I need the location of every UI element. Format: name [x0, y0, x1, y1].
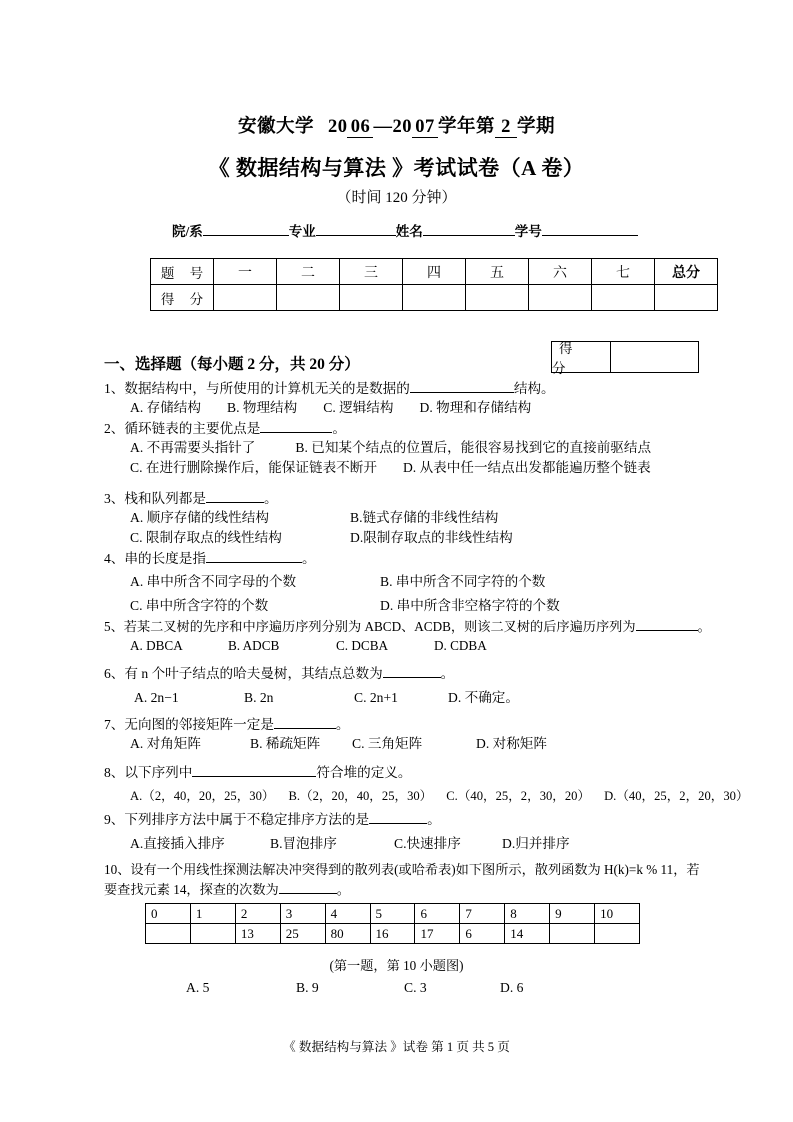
- question-2: [104, 419, 651, 477]
- name-input[interactable]: [423, 222, 515, 236]
- year-start-blank[interactable]: 06: [347, 118, 373, 138]
- exam-duration: （时间 120 分钟）: [336, 190, 457, 206]
- question-9-options: [104, 832, 570, 856]
- name-label: 姓名: [395, 224, 423, 239]
- score-col-5: 五: [466, 259, 529, 285]
- hash-value-1: [190, 924, 235, 944]
- question-3-option-c[interactable]: C. 限制存取点的线性结构: [130, 529, 282, 545]
- question-3-option-b[interactable]: B.链式存储的非线性结构: [350, 510, 499, 526]
- question-2-option-b[interactable]: B. 已知某个结点的位置后，能很容易找到它的直接前驱结点: [295, 440, 652, 456]
- question-8-option-b[interactable]: B.（2，20，40，25，30）: [288, 789, 433, 804]
- hash-index-5: 5: [370, 904, 415, 924]
- university-name: 安徽大学: [237, 117, 314, 137]
- question-7-option-a[interactable]: A. 对角矩阵: [130, 736, 201, 752]
- hash-index-8: 8: [505, 904, 550, 924]
- hash-value-9: [550, 924, 595, 944]
- question-6-options: [104, 686, 519, 710]
- question-5-options: [104, 637, 711, 656]
- hash-value-2: 13: [235, 924, 280, 944]
- question-9-option-a[interactable]: A.直接插入排序: [130, 836, 225, 852]
- question-10-option-a[interactable]: A. 5: [186, 980, 210, 995]
- question-1-option-b[interactable]: B. 物理结构: [227, 400, 298, 416]
- question-3-options-line-2: [104, 528, 513, 547]
- question-10-stem-text-2: 要查找元素 14，探查的次数为: [104, 881, 279, 897]
- question-9-number: 9、: [104, 812, 125, 827]
- question-7-option-c[interactable]: C. 三角矩阵: [352, 736, 423, 752]
- question-6-stem-post: 。: [440, 666, 455, 681]
- hash-value-5: 16: [370, 924, 415, 944]
- question-5-number: 5、: [104, 619, 124, 634]
- question-4-answer-blank[interactable]: [206, 550, 302, 563]
- hash-index-1: 1: [190, 904, 235, 924]
- score-col-4: 四: [403, 259, 466, 285]
- question-7-option-d[interactable]: D. 对称矩阵: [476, 736, 547, 752]
- question-10: [104, 860, 700, 899]
- question-1: [104, 379, 555, 418]
- course-title: 《 数据结构与算法 》考试试卷（A 卷）: [208, 156, 585, 180]
- question-3-answer-blank[interactable]: [206, 490, 264, 503]
- question-6-answer-blank[interactable]: [383, 665, 441, 678]
- question-10-stem-post: 。: [336, 881, 350, 897]
- question-8-option-a[interactable]: A.（2，40，20，25，30）: [130, 789, 275, 804]
- section-heading: 一、选择题（每小题 2 分，共 20 分）: [104, 356, 360, 373]
- question-1-option-a[interactable]: A. 存储结构: [130, 400, 201, 416]
- question-4-options-line-2: [104, 594, 560, 617]
- question-7-option-b[interactable]: B. 稀疏矩阵: [250, 736, 321, 752]
- term-blank[interactable]: 2: [495, 118, 517, 138]
- question-10-options: [186, 980, 523, 996]
- student-info-line: [172, 220, 712, 240]
- question-6-stem-pre: 有 n 个叶子结点的哈夫曼树，其结点总数为: [124, 666, 383, 681]
- question-5-option-c[interactable]: C. DCBA: [336, 637, 389, 653]
- question-6-option-b[interactable]: B. 2n: [244, 689, 274, 705]
- hash-index-4: 4: [325, 904, 370, 924]
- score-col-3: 三: [340, 259, 403, 285]
- question-5-option-d[interactable]: D. CDBA: [434, 637, 487, 653]
- question-8-stem-post: 符合堆的定义。: [316, 765, 412, 780]
- question-9-answer-blank[interactable]: [369, 811, 427, 824]
- score-value-2[interactable]: [277, 285, 340, 311]
- hash-value-3: 25: [280, 924, 325, 944]
- question-5-option-a[interactable]: A. DBCA: [130, 637, 183, 653]
- year-prefix-2: 20: [392, 117, 412, 137]
- question-8-option-c[interactable]: C.（40，25，2，30，20）: [446, 789, 591, 804]
- major-input[interactable]: [316, 222, 396, 236]
- table-row-indices: [146, 904, 640, 924]
- hash-index-9: 9: [550, 904, 595, 924]
- score-table-row-label-0: 题 号: [151, 259, 214, 285]
- score-value-5[interactable]: [466, 285, 529, 311]
- question-8-stem-pre: 以下序列中: [124, 765, 193, 780]
- question-10-option-d[interactable]: D. 6: [500, 980, 524, 995]
- question-3-stem: [104, 489, 513, 508]
- hash-index-2: 2: [235, 904, 280, 924]
- hash-value-8: 14: [505, 924, 550, 944]
- question-6-option-d[interactable]: D. 不确定。: [448, 689, 519, 705]
- question-7-stem: [104, 715, 547, 734]
- figure-caption: (第一题，第 10 小题图): [329, 958, 464, 973]
- score-col-1: 一: [214, 259, 277, 285]
- question-9: [104, 808, 570, 857]
- hash-value-0: [146, 924, 191, 944]
- score-col-6: 六: [529, 259, 592, 285]
- table-row-values: [146, 924, 640, 944]
- question-9-stem-pre: 下列排序方法中属于不稳定排序方法的是: [124, 812, 370, 827]
- question-7-number: 7、: [104, 717, 125, 732]
- score-table-row-label-1: 得 分: [151, 285, 214, 311]
- question-10-option-c[interactable]: C. 3: [404, 980, 427, 995]
- score-col-7: 七: [592, 259, 655, 285]
- question-6-number: 6、: [104, 666, 125, 681]
- question-4-number: 4、: [104, 551, 125, 566]
- question-1-options: [104, 398, 555, 417]
- major-label: 专业: [288, 224, 316, 239]
- score-value-3[interactable]: [340, 285, 403, 311]
- dept-input[interactable]: [203, 222, 289, 236]
- section-score-label: 得 分: [552, 342, 611, 372]
- question-8-options: [104, 785, 749, 807]
- question-8-option-d[interactable]: D.（40，25，2，20，30）: [604, 789, 749, 804]
- question-4-option-b[interactable]: B. 串中所含不同字符的个数: [380, 574, 546, 590]
- question-3-option-d[interactable]: D.限制存取点的非线性结构: [350, 529, 513, 545]
- student-id-label: 学号: [514, 224, 542, 239]
- question-8: [104, 761, 749, 808]
- question-1-stem: [104, 379, 555, 398]
- question-2-stem-pre: 循环链表的主要优点是: [124, 421, 261, 436]
- question-4-options-line-1: [104, 570, 560, 593]
- question-1-answer-blank[interactable]: [410, 380, 514, 393]
- hash-value-6: 17: [415, 924, 460, 944]
- question-2-option-c[interactable]: C. 在进行删除操作后，能保证链表不断开: [130, 459, 377, 475]
- question-4-option-d[interactable]: D. 串中所含非空格字符的个数: [380, 597, 560, 613]
- hash-table-figure: [145, 903, 640, 944]
- question-10-answer-blank[interactable]: [279, 881, 337, 894]
- score-value-7[interactable]: [592, 285, 655, 311]
- score-summary-table: [150, 258, 718, 311]
- question-7: [104, 715, 547, 754]
- score-col-2: 二: [277, 259, 340, 285]
- year-prefix-1: 20: [327, 117, 348, 137]
- question-5-answer-blank[interactable]: [636, 618, 698, 631]
- question-9-option-d[interactable]: D.归并排序: [502, 836, 570, 852]
- term-label: 学期: [517, 117, 556, 137]
- score-value-1[interactable]: [214, 285, 277, 311]
- question-7-answer-blank[interactable]: [274, 716, 336, 729]
- question-1-stem-post: 结构。: [513, 381, 555, 396]
- question-1-option-d[interactable]: D. 物理和存储结构: [419, 400, 532, 416]
- question-9-option-c[interactable]: C.快速排序: [394, 836, 461, 852]
- question-7-stem-post: 。: [335, 717, 350, 732]
- table-row-header: [151, 259, 718, 285]
- question-3-stem-pre: 栈和队列都是: [124, 491, 206, 506]
- question-2-answer-blank[interactable]: [260, 420, 332, 433]
- question-2-option-d[interactable]: D. 从表中任一结点出发都能遍历整个链表: [402, 459, 651, 475]
- question-10-stem-line-2: [104, 880, 700, 900]
- question-5-stem-pre: 若某二叉树的先序和中序遍历序列分别为 ABCD、ACDB，则该二叉树的后序遍历序列为: [123, 619, 636, 634]
- question-4-option-c[interactable]: C. 串中所含字符的个数: [130, 597, 269, 613]
- exam-header-line: [0, 112, 793, 138]
- question-2-stem: [104, 419, 651, 438]
- section-score-value[interactable]: [611, 342, 698, 372]
- question-10-number: 10、: [104, 862, 131, 877]
- academic-year-label: 学年第: [437, 117, 495, 137]
- question-10-option-b[interactable]: B. 9: [296, 980, 319, 995]
- question-4: [104, 547, 560, 617]
- question-7-options: [104, 734, 547, 753]
- year-dash: —: [373, 117, 393, 137]
- question-6-stem: [104, 662, 519, 686]
- hash-value-4: 80: [325, 924, 370, 944]
- question-9-stem-post: 。: [427, 812, 441, 827]
- dept-label: 院/系: [172, 224, 203, 239]
- question-2-stem-post: 。: [332, 421, 346, 436]
- question-3-options-line-1: [104, 508, 513, 527]
- question-8-stem: [104, 761, 749, 785]
- question-10-stem-line-1: [104, 860, 700, 880]
- question-3: [104, 489, 513, 547]
- question-5-stem-post: 。: [697, 619, 711, 634]
- question-4-stem: [104, 547, 560, 570]
- question-1-option-c[interactable]: C. 逻辑结构: [323, 400, 394, 416]
- hash-value-10: [595, 924, 640, 944]
- hash-index-10: 10: [595, 904, 640, 924]
- year-end-blank[interactable]: 07: [412, 118, 438, 138]
- question-9-stem: [104, 808, 570, 832]
- question-3-option-a[interactable]: A. 顺序存储的线性结构: [130, 510, 269, 526]
- question-3-number: 3、: [104, 491, 125, 506]
- question-8-number: 8、: [104, 765, 125, 780]
- question-2-options-line-2: [104, 458, 651, 477]
- question-5-stem: [104, 618, 711, 637]
- question-2-options-line-1: [104, 438, 651, 457]
- student-id-input[interactable]: [542, 222, 638, 236]
- score-col-total: 总分: [655, 259, 718, 285]
- question-4-option-a[interactable]: A. 串中所含不同字母的个数: [130, 574, 297, 590]
- hash-index-0: 0: [146, 904, 191, 924]
- question-5-option-b[interactable]: B. ADCB: [228, 637, 280, 653]
- section-score-box: [551, 341, 699, 376]
- question-10-stem-text-1: 设有一个用线性探测法解决冲突得到的散列表(或哈希表)如下图所示，散列函数为 H(k)=k % 11，若: [130, 862, 700, 877]
- question-9-option-b[interactable]: B.冒泡排序: [270, 836, 337, 852]
- question-3-stem-post: 。: [263, 491, 278, 506]
- page-footer: 《 数据结构与算法 》试卷 第 1 页 共 5 页: [283, 1040, 510, 1054]
- question-1-number: 1、: [104, 381, 125, 396]
- question-1-stem-pre: 数据结构中，与所使用的计算机无关的是数据的: [124, 381, 410, 396]
- hash-value-7: 6: [460, 924, 505, 944]
- question-7-stem-pre: 无向图的邻接矩阵一定是: [124, 717, 274, 732]
- question-5: [104, 618, 711, 655]
- score-value-6[interactable]: [529, 285, 592, 311]
- question-4-stem-pre: 串的长度是指: [124, 551, 206, 566]
- question-6-option-c[interactable]: C. 2n+1: [354, 689, 398, 705]
- score-value-total[interactable]: [655, 285, 718, 311]
- hash-index-6: 6: [415, 904, 460, 924]
- hash-index-3: 3: [280, 904, 325, 924]
- table-row: [151, 285, 718, 311]
- question-8-answer-blank[interactable]: [192, 764, 316, 777]
- question-6: [104, 662, 519, 710]
- question-4-stem-post: 。: [301, 551, 316, 566]
- question-6-option-a[interactable]: A. 2n−1: [134, 689, 179, 705]
- hash-index-7: 7: [460, 904, 505, 924]
- question-2-option-a[interactable]: A. 不再需要头指针了: [130, 440, 256, 456]
- question-2-number: 2、: [104, 421, 125, 436]
- score-value-4[interactable]: [403, 285, 466, 311]
